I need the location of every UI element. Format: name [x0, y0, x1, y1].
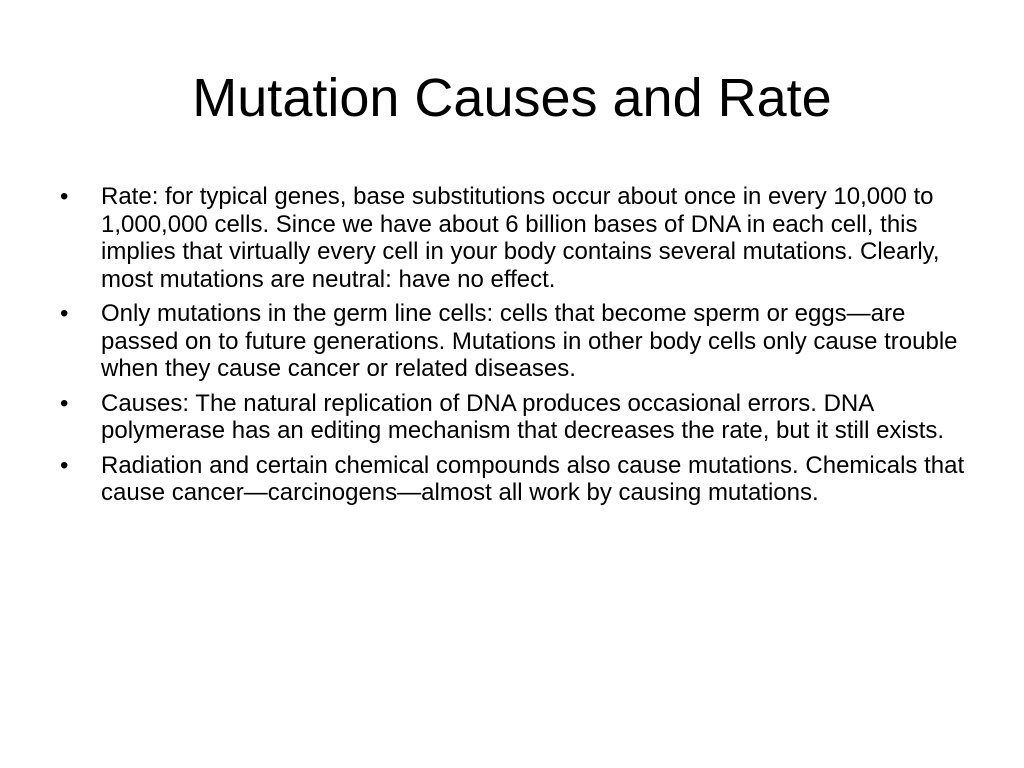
bullet-item-causes [60, 390, 975, 445]
bullet-text: Rate: for typical genes, base substitutions occur about once in every 10,000 to 1,000,000 cells. Since we have about 6 billion bases of DNA in each cell, this implies that virtually every cell in your body contains several mutations. Clearly, most mutations are neutral: have no effect. [101, 183, 940, 293]
bullet-item-germ-line [60, 300, 975, 383]
bullet-icon: • [60, 300, 69, 327]
bullet-icon: • [60, 183, 69, 210]
bullet-list [60, 183, 975, 514]
bullet-text: Causes: The natural replication of DNA produces occasional errors. DNA polymerase has an editing mechanism that decreases the rate, but it still exists. [101, 389, 945, 444]
bullet-item-radiation [60, 452, 975, 507]
bullet-text: Only mutations in the germ line cells: cells that become sperm or eggs—are passed on to future generations. Mutations in other body cells only cause trouble when they cause cancer or related diseases. [101, 300, 958, 382]
bullet-icon: • [60, 451, 69, 479]
bullet-text: Radiation and certain chemical compounds also cause mutations. Chemicals that cause cancer—carcinogens—almost all work by causing mutations. [101, 451, 965, 506]
bullet-item-rate [60, 183, 975, 293]
slide-title: Mutation Causes and Rate [192, 68, 832, 128]
bullet-icon: • [60, 389, 69, 417]
